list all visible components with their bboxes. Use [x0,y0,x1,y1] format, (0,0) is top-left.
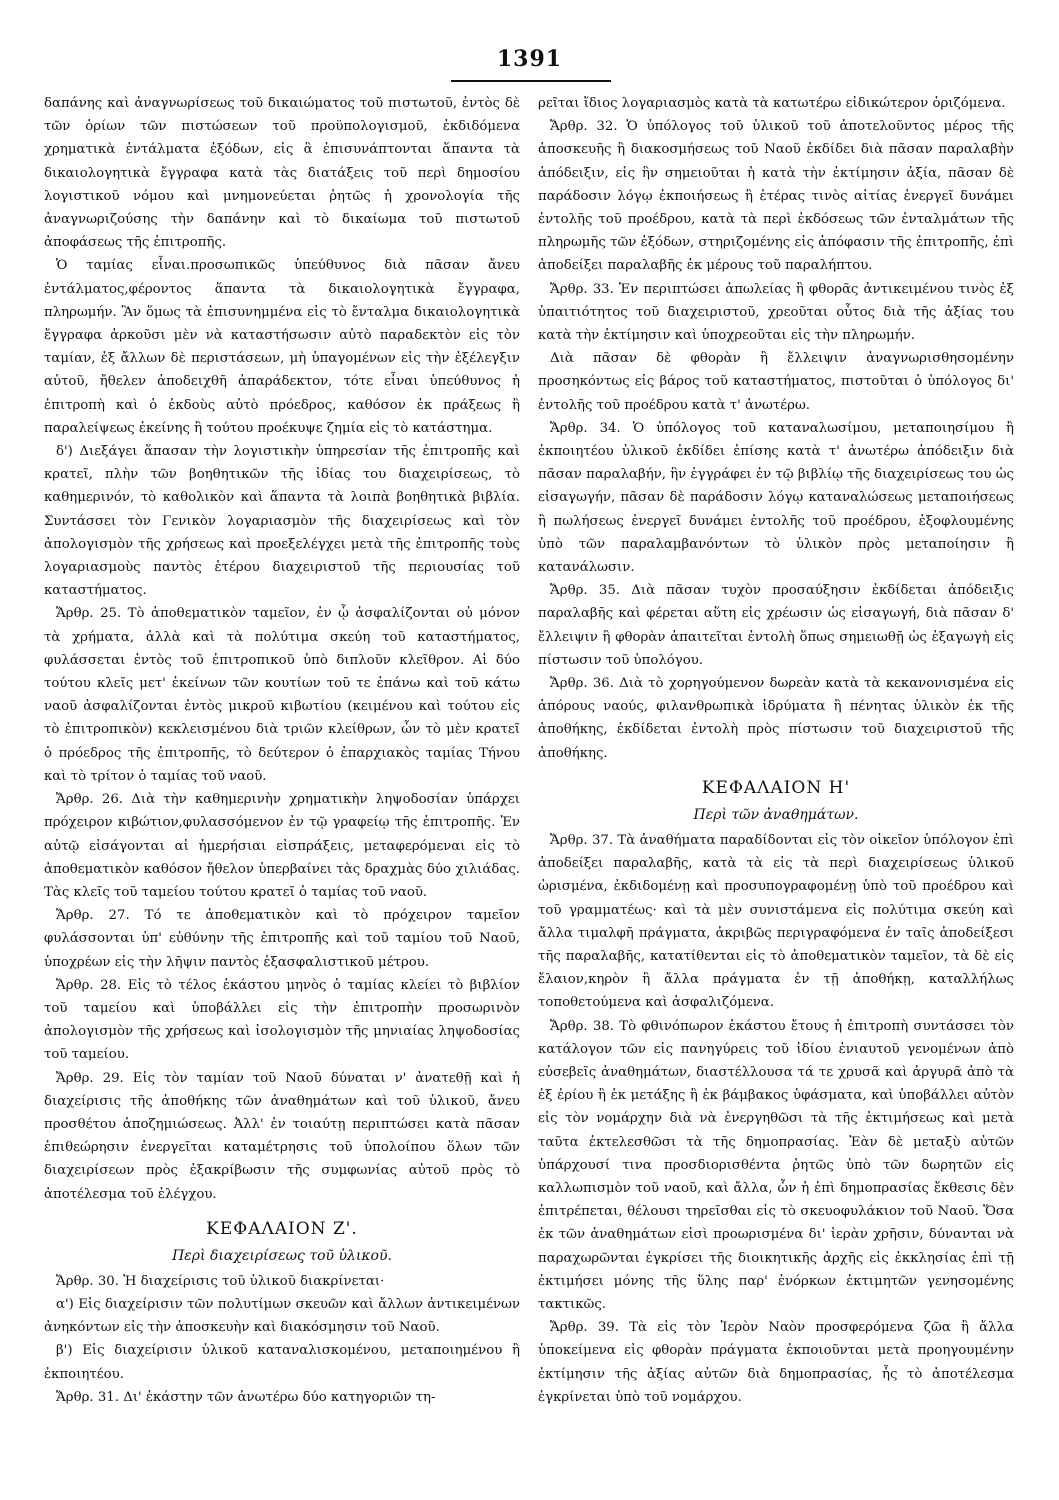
article-30-item-a: α') Εἰς διαχείρισιν τῶν πολυτίμων σκευῶν καὶ ἄλλων ἀντικειμένων ἀνηκόντων εἰς τὴν ἀποσκευὴν καὶ διακόσμησιν τοῦ Ναοῦ. [44,1296,520,1336]
article-39: Ἄρθρ. 39. Τὰ εἰς τὸν Ἱερὸν Ναὸν προσφερόμενα ζῶα ἢ ἄλλα ὑποκείμενα εἰς φθορὰν πράγματα ἐκποιοῦνται μετὰ προηγουμένην ἐκτίμησιν τῆς ἀξίας αὐτῶν διὰ δημοπρασίας, ἧς τὸ ἀποτέλεσμα ἐγκρίνεται ὑπὸ τοῦ νομάρχου. [538,1320,1014,1405]
left-column [44,92,520,1409]
paragraph: Ὁ ταμίας εἶναι.προσωπικῶς ὑπεύθυνος διὰ πᾶσαν ἄνευ ἐντάλματος,φέροντος ἅπαντα τὰ δικαιολογητικὰ ἔγγραφα, πληρωμήν. Ἂν ὅμως τὰ ἐπισυνημμένα εἰς τὸ ἔνταλμα δικαιολογητικὰ ἔγγραφα ἀρκοῦσι μὲν νὰ καταστήσωσιν αὐτὸ παραδεκτὸν εἰς τὸν ταμίαν, ἐξ ἄλλων δὲ περιστάσεων, μὴ ὑπαγομένων εἰς τὴν ἐξέλεγξιν αὐτοῦ, ἤθελεν ἀποδειχθῆ ἀπαράδεκτον, τότε εἶναι ὑπεύθυνος ἡ ἐπιτροπὴ καὶ ὁ ἐκδοὺς αὐτὸ πρόεδρος, καθόσον ἐκ πράξεως ἢ παραλείψεως ἐκείνης ἢ τούτου προέκυψε ζημία εἰς τὸ κατάστημα. [44,258,520,436]
article-25: Ἄρθρ. 25. Τὸ ἀποθεματικὸν ταμεῖον, ἐν ᾧ ἀσφαλίζονται οὐ μόνον τὰ χρήματα, ἀλλὰ καὶ τὰ πολύτιμα σκεύη τοῦ καταστήματος, φυλάσσεται ἐντὸς τοῦ ἐπιτροπικοῦ ὑπὸ διπλοῦν κλεῖθρον. Αἱ δύο τούτου κλεῖς μετ' ἐκείνων τῶν κουτίων τοῦ τε ἐπάνω καὶ τοῦ κάτω ναοῦ ἀσφαλίζονται ἐντὸς μικροῦ κιβωτίου (κειμένου καὶ τούτου εἰς τὸ ἐπιτροπικὸν) κεκλεισμένου διὰ τριῶν κλείθρων, ὧν τὸ μὲν κρατεῖ ὁ πρόεδρος τῆς ἐπιτροπῆς, τὸ δεύτερον ὁ ἐπαρχιακὸς ταμίας Τήνου καὶ τὸ τρίτον ὁ ταμίας τοῦ ναοῦ. [44,606,520,784]
article-33: Ἄρθρ. 33. Ἐν περιπτώσει ἀπωλείας ἢ φθορᾶς ἀντικειμένου τινὸς ἐξ ὑπαιτιότητος τοῦ διαχειριστοῦ, χρεοῦται οὗτος διὰ τῆς ἀξίας του κατὰ τὴν ἐκτίμησιν καὶ ὑποχρεοῦται εἰς τὴν πληρωμήν. [538,281,1014,344]
header-rule [451,80,611,82]
article-26: Ἄρθρ. 26. Διὰ τὴν καθημερινὴν χρηματικὴν ληψοδοσίαν ὑπάρχει πρόχειρον κιβώτιον,φυλασσόμενον ἐν τῷ γραφείῳ τῆς ἐπιτροπῆς. Ἐν αὐτῷ εἰσάγονται αἱ ἡμερήσιαι εἰσπράξεις, μεταφερόμεναι εἰς τὸ ἀποθεματικὸν καθόσον ἤθελον ὑπερβαίνει τὰς δραχμὰς δύο χιλιάδας. Τὰς κλεῖς τοῦ ταμείου τούτου κρατεῖ ὁ ταμίας τοῦ ναοῦ. [44,792,520,900]
article-28: Ἄρθρ. 28. Εἰς τὸ τέλος ἑκάστου μηνὸς ὁ ταμίας κλείει τὸ βιβλίον τοῦ ταμείου καὶ ὑποβάλλει εἰς τὴν ἐπιτροπὴν προσωρινὸν ἀπολογισμὸν τῆς χρήσεως καὶ ἰσολογισμὸν τῆς μηνιαίας ληψοδοσίας τοῦ ταμείου. [44,977,520,1063]
chapter-7-title: ΚΕΦΑΛΑΙΟΝ Ζ'. [206,1218,358,1239]
article-27: Ἄρθρ. 27. Τό τε ἀποθεματικὸν καὶ τὸ πρόχειρον ταμεῖον φυλάσσονται ὑπ' εὐθύνην τῆς ἐπιτροπῆς καὶ τοῦ ταμίου τοῦ Ναοῦ, ὑποχρέων εἰς τὴν λῆψιν παντὸς ἐξασφαλιστικοῦ μέτρου. [44,908,520,970]
article-31: Ἄρθρ. 31. Δι' ἑκάστην τῶν ἀνωτέρω δύο κατηγοριῶν τη- [56,1389,436,1405]
right-column [538,92,1014,1409]
paragraph: δαπάνης καὶ ἀναγνωρίσεως τοῦ δικαιώματος τοῦ πιστωτοῦ, ἐντὸς δὲ τῶν ὁρίων τῶν πιστώσεων τοῦ προϋπολογισμοῦ, ἐκδιδόμενα χρηματικὰ ἐντάλματα ἐξόδων, εἰς ἃ ἐπισυνάπτονται ἅπαντα τὰ δικαιολογητικὰ ἔγγραφα κατὰ τὰς διατάξεις τοῦ περὶ δημοσίου λογιστικοῦ νόμου καὶ μνημονεύεται ῥητῶς ἡ χρονολογία τῆς ἀναγνωριζούσης τὴν δαπάνην καὶ τὸ δικαίωμα τοῦ πιστωτοῦ ἀποφάσεως τῆς ἐπιτροπῆς. [44,96,520,251]
article-30: Ἄρθρ. 30. Ἡ διαχείρισις τοῦ ὑλικοῦ διακρίνεται· [56,1273,385,1289]
article-38: Ἄρθρ. 38. Τὸ φθινόπωρον ἑκάστου ἔτους ἡ ἐπιτροπὴ συντάσσει τὸν κατάλογον τῶν εἰς πανηγύρεις τοῦ ἰδίου ἐνιαυτοῦ γενομένων ἀπὸ εὐσεβεῖς ἀναθημάτων, διαστέλλουσα τά τε χρυσᾶ καὶ ἀργυρᾶ ἀπὸ τὰ ἐξ ἐρίου ἢ ἐκ μετάξης ἢ ἐκ βάμβακος ὑφάσματα, καὶ ὑποβάλλει αὐτὸν εἰς τὸν νομάρχην διὰ νὰ ἐνεργηθῶσι τὰ τῆς ἐκτιμήσεως καὶ μετὰ ταῦτα ἐκτελεσθῶσι τὰ τῆς δημοπρασίας. Ἐὰν δὲ μεταξὺ αὐτῶν ὑπάρχουσί τινα προσδιορισθέντα ῥητῶς ὑπὸ τῶν δωρητῶν εἰς καλλωπισμὸν τοῦ ναοῦ, καὶ ἄλλα, ὧν ἡ ἐπὶ δημοπρασίας ἔκθεσις δὲν ἐπιτρέπεται, θέλουσι τηρεῖσθαι εἰς τὸ σκευοφυλάκιον τοῦ Ναοῦ. Ὅσα ἐκ τῶν ἀναθημάτων εἰσὶ προωρισμένα δι' ἱερὰν χρῆσιν, δύνανται νὰ παραχωρῶνται ἐγκρίσει τῆς διοικητικῆς ἀρχῆς εἰς ἐκκλησίας ἐπὶ τῇ ἐκτιμήσει μόνης τῆς ὕλης παρ' ἐνόρκων ἐκτιμητῶν γενησομένης τακτικῶς. [538,1018,1014,1312]
chapter-8-title: ΚΕΦΑΛΑΙΟΝ Η' [701,777,851,798]
chapter-8-subtitle: Περὶ τῶν ἀναθημάτων. [693,806,859,823]
page-number: 1391 [496,46,563,72]
article-34: Ἄρθρ. 34. Ὁ ὑπόλογος τοῦ καταναλωσίμου, μεταποιησίμου ἢ ἐκποιητέου ὑλικοῦ ἐκδίδει ἐπίσης κατὰ τ' ἀνωτέρω ἀπόδειξιν διὰ πᾶσαν παραλαβήν, ἣν ἐγγράφει ἐν τῷ βιβλίῳ τῆς διαχειρίσεως του ὡς εἰσαγωγήν, πᾶσαν δὲ παράδοσιν λόγῳ καταναλώσεως μεταποιήσεως ἢ πωλήσεως ἐνεργεῖ δυνάμει ἐντολῆς τοῦ προέδρου, ἐξοφλουμένης ὑπὸ τῶν παραλαμβανόντων τὸ ὑλικὸν πρὸς μεταποίησιν ἢ κατανάλωσιν. [538,420,1014,576]
article-35: Ἄρθρ. 35. Διὰ πᾶσαν τυχὸν προσαύξησιν ἐκδίδεται ἀπόδειξις παραλαβῆς καὶ φέρεται αὕτη εἰς χρέωσιν ὡς εἰσαγωγή, διὰ πᾶσαν δ' ἔλλειψιν ἢ φθορὰν ἀπαιτεῖται ἐντολὴ ὅπως σημειωθῇ ὡς ἐξαγωγὴ εἰς πίστωσιν τοῦ ὑπολόγου. [538,583,1014,668]
paragraph: Διὰ πᾶσαν δὲ φθορὰν ἢ ἔλλειψιν ἀναγνωρισθησομένην προσηκόντως εἰς βάρος τοῦ καταστήματος, πιστοῦται ὁ ὑπόλογος δι' ἐντολῆς τοῦ προέδρου κατὰ τ' ἀνωτέρω. [538,351,1014,413]
chapter-7-subtitle: Περὶ διαχειρίσεως τοῦ ὑλικοῦ. [172,1247,392,1264]
article-32: Ἄρθρ. 32. Ὁ ὑπόλογος τοῦ ὑλικοῦ τοῦ ἀποτελοῦντος μέρος τῆς ἀποσκευῆς ἢ διακοσμήσεως τοῦ Ναοῦ ἐκδίδει διὰ πᾶσαν παραλαβὴν ἀπόδειξιν, εἰς ἣν σημειοῦται ἡ κατὰ τὴν ἐκτίμησιν ἀξία, πᾶσαν δὲ παράδοσιν λόγῳ ἐκποιήσεως ἢ ἑτέρας τινὸς αἰτίας ἐνεργεῖ δυνάμει ἐντολῆς τοῦ προέδρου, κατὰ τὰ περὶ ἐκδόσεως τῶν ἐνταλμάτων τῆς πληρωμῆς τῶν ἐξόδων, στηριζομένης εἰς ἀπόφασιν τῆς ἐπιτροπῆς, ἐπὶ ἀποδείξει παραλαβῆς ἐκ μέρους τοῦ παραλήπτου. [538,119,1014,274]
article-29: Ἄρθρ. 29. Εἰς τὸν ταμίαν τοῦ Ναοῦ δύναται ν' ἀνατεθῇ καὶ ἡ διαχείρισις τῆς ἀποθήκης τῶν ἀναθημάτων καὶ τοῦ ὑλικοῦ, ἄνευ προσθέτου ἀποζημιώσεως. Ἀλλ' ἐν τοιαύτῃ περιπτώσει κατὰ πᾶσαν ἐπιθεώρησιν ἐνεργεῖται καταμέτρησις τοῦ ὑπολοίπου ὅλων τῶν διαχειρίσεων πρὸς ἐξακρίβωσιν τῆς συμφωνίας αὐτοῦ πρὸς τὸ ἀποτέλεσμα τοῦ ἐλέγχου. [44,1070,520,1202]
paragraph: ρεῖται ἴδιος λογαριασμὸς κατὰ τὰ κατωτέρω εἰδικώτερον ὁριζόμενα. [538,96,1006,111]
article-36: Ἄρθρ. 36. Διὰ τὸ χορηγούμενον δωρεὰν κατὰ τὰ κεκανονισμένα εἰς ἀπόρους ναούς, φιλανθρωπικὰ ἱδρύματα ἢ πένητας ὑλικὸν ἐκ τῆς ἀποθήκης, ἐκδίδεται ἐντολὴ πρὸς πίστωσιν τοῦ διαχειριστοῦ τῆς ἀποθήκης. [538,676,1014,761]
article-30-item-b: β') Εἰς διαχείρισιν ὑλικοῦ καταναλισκομένου, μεταποιημένου ἢ ἐκποιητέου. [44,1343,520,1382]
article-37: Ἄρθρ. 37. Τὰ ἀναθήματα παραδίδονται εἰς τὸν οἰκεῖον ὑπόλογον ἐπὶ ἀποδείξει παραλαβῆς, κατὰ τὰ εἰς τὰ περὶ διαχειρίσεως ὑλικοῦ ὡρισμένα, ἐκδιδομένῃ καὶ προσυπογραφομένῃ ὑπὸ τοῦ προέδρου καὶ τοῦ γραμματέως· καὶ τὰ μὲν συνιστάμενα εἰς πολύτιμα σκεύη καὶ ἄλλα τιμαλφῆ πράγματα, ἀκριβῶς περιγραφόμενα ἐν ταῖς ἀποδείξεσι τῆς παραλαβῆς, κατατίθενται εἰς τὸ ἀποθεματικὸν ταμεῖον, τὰ δὲ εἰς ἔλαιον,κηρὸν ἢ ἄλλα πράγματα ἐν τῇ ἀποθήκῃ, καταλλήλως τοποθετούμενα καὶ ἀσφαλιζόμενα. [538,832,1014,1011]
paragraph: δ') Διεξάγει ἅπασαν τὴν λογιστικὴν ὑπηρεσίαν τῆς ἐπιτροπῆς καὶ κρατεῖ, πλὴν τῶν βοηθητικῶν τῆς ἰδίας του διαχειρίσεως, τὸ καθημερινόν, τὸ καθολικὸν καὶ ἅπαντα τὰ λοιπὰ βοηθητικὰ βιβλία. Συντάσσει τὸν Γενικὸν λογαριασμὸν τῆς διαχειρίσεως καὶ τὸν ἀπολογισμὸν τῆς χρήσεως καὶ προεξελέγχει μετὰ τῆς ἐπιτροπῆς τοὺς λογαριασμοὺς παντὸς ἑτέρου διαχειριστοῦ τῆς περιουσίας τοῦ καταστήματος. [44,444,520,599]
